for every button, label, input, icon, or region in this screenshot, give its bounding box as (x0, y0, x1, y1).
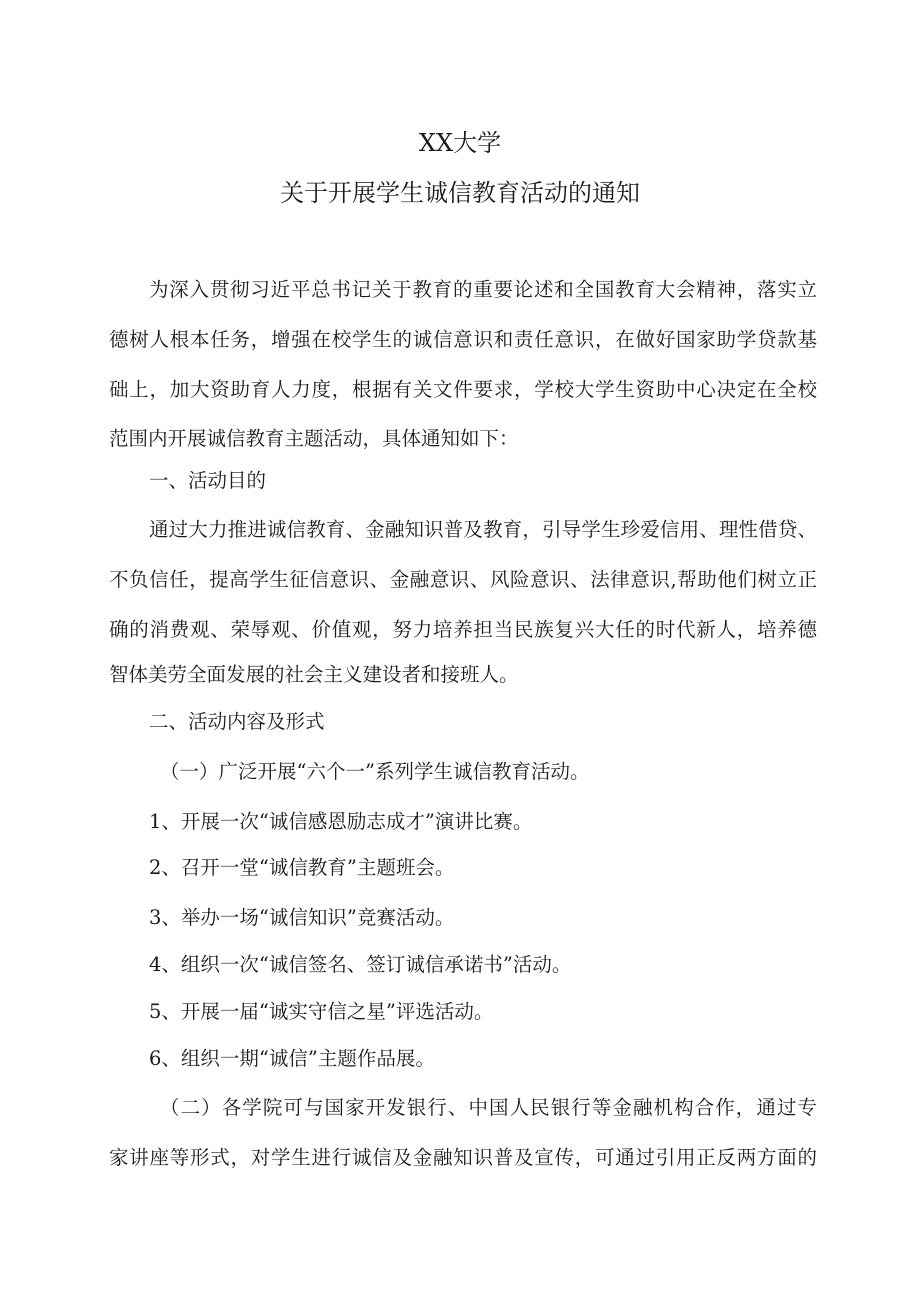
subsection-line: （二）各学院可与国家开发银行、中国人民银行等金融机构合作，通过专 (160, 1096, 817, 1119)
intro-line: 础上，加大资助育人力度，根据有关文件要求，学校大学生资助中心决定在全校 (109, 378, 817, 401)
intro-line: 范围内开展诚信教育主题活动，具体通知如下： (109, 427, 519, 450)
document-title: 关于开展学生诚信教育活动的通知 (280, 179, 640, 207)
intro-line: 为深入贯彻习近平总书记关于教育的重要论述和全国教育大会精神，落实立 (149, 278, 817, 301)
list-item: 4、组织一次“诚信签名、签订诚信承诺书”活动。 (149, 953, 572, 976)
subsection-line: 家讲座等形式，对学生进行诚信及金融知识普及宣传，可通过引用正反两方面的 (109, 1146, 817, 1169)
intro-line: 德树人根本任务，增强在校学生的诚信意识和责任意识，在做好国家助学贷款基 (109, 328, 817, 351)
institution-name: XX大学 (418, 129, 502, 157)
list-item: 1、开展一次“诚信感恩励志成才”演讲比赛。 (149, 810, 533, 833)
purpose-line: 确的消费观、荣辱观、价值观，努力培养担当民族复兴大任的时代新人，培养德 (109, 618, 817, 641)
purpose-line: 通过大力推进诚信教育、金融知识普及教育，引导学生珍爱信用、理性借贷、 (149, 518, 817, 541)
list-item: 5、开展一届“诚实守信之星”评选活动。 (149, 1000, 494, 1023)
list-item: 2、召开一堂“诚信教育”主题班会。 (149, 856, 455, 879)
list-item: 6、组织一期“诚信”主题作品展。 (149, 1047, 435, 1070)
purpose-line: 智体美劳全面发展的社会主义建设者和接班人。 (109, 663, 519, 686)
purpose-line: 不负信任，提高学生征信意识、金融意识、风险意识、法律意识,帮助他们树立正 (109, 568, 817, 591)
section-heading-content: 二、活动内容及形式 (149, 710, 325, 733)
list-item: 3、举办一场“诚信知识”竞赛活动。 (149, 906, 455, 929)
section-heading-purpose: 一、活动目的 (149, 469, 267, 492)
subsection-heading: （一）广泛开展“六个一”系列学生诚信教育活动。 (160, 760, 590, 783)
